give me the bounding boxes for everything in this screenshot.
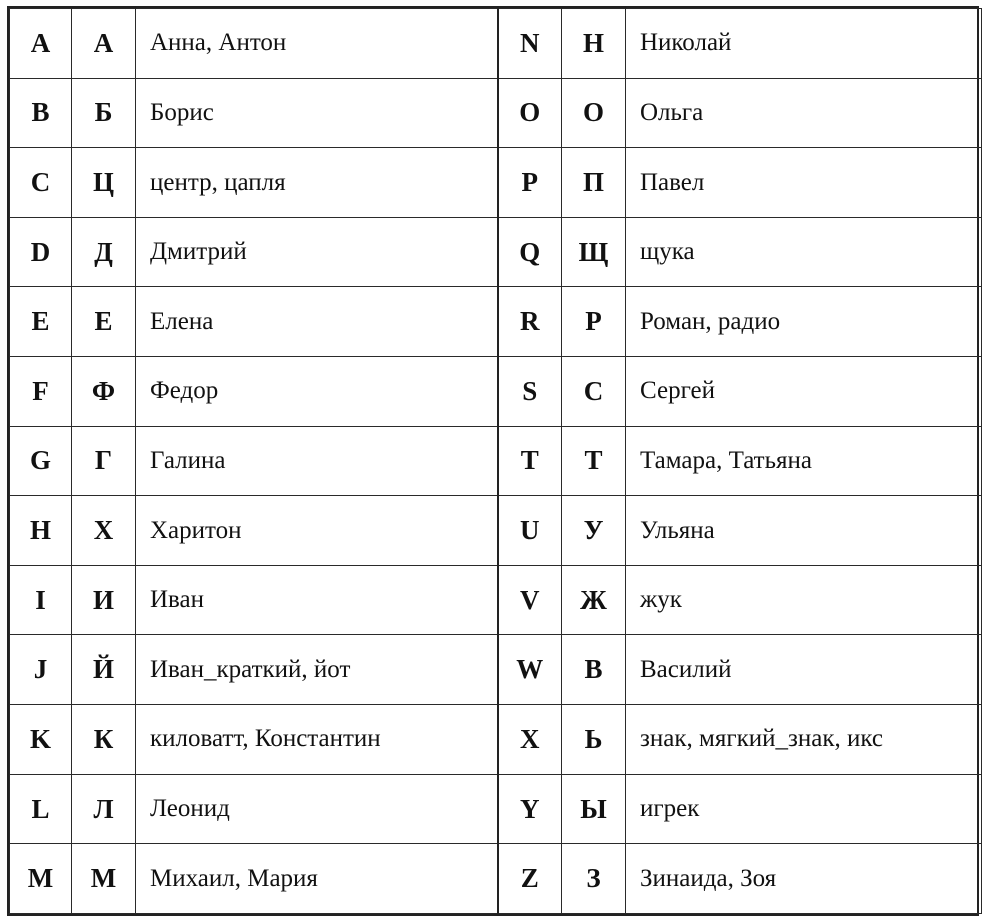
latin-letter-cell: T <box>498 426 562 496</box>
transliteration-table-frame <box>7 6 979 916</box>
example-word-cell: Федор <box>136 357 498 427</box>
table-row <box>10 844 982 914</box>
example-word-cell: Елена <box>136 287 498 357</box>
table-row <box>10 357 982 427</box>
cyrillic-letter-cell: Щ <box>562 217 626 287</box>
cyrillic-letter-cell: Е <box>72 287 136 357</box>
latin-letter-cell: V <box>498 565 562 635</box>
example-word-cell: Ульяна <box>626 496 982 566</box>
latin-letter-cell: Z <box>498 844 562 914</box>
latin-letter-cell: H <box>10 496 72 566</box>
cyrillic-letter-cell: Х <box>72 496 136 566</box>
example-word-cell: Иван_краткий, йот <box>136 635 498 705</box>
latin-letter-cell: E <box>10 287 72 357</box>
example-word-cell: Зинаида, Зоя <box>626 844 982 914</box>
table-row <box>10 78 982 148</box>
table-row <box>10 287 982 357</box>
cyrillic-letter-cell: Ж <box>562 565 626 635</box>
example-word-cell: Анна, Антон <box>136 9 498 79</box>
cyrillic-letter-cell: С <box>562 357 626 427</box>
example-word-cell: Павел <box>626 148 982 218</box>
example-word-cell: Роман, радио <box>626 287 982 357</box>
cyrillic-letter-cell: Т <box>562 426 626 496</box>
latin-letter-cell: X <box>498 705 562 775</box>
cyrillic-letter-cell: В <box>562 635 626 705</box>
table-row <box>10 496 982 566</box>
table-row <box>10 217 982 287</box>
example-word-cell: Михаил, Мария <box>136 844 498 914</box>
latin-letter-cell: Q <box>498 217 562 287</box>
cyrillic-letter-cell: Г <box>72 426 136 496</box>
example-word-cell: Иван <box>136 565 498 635</box>
example-word-cell: знак, мягкий_знак, икс <box>626 705 982 775</box>
cyrillic-letter-cell: Ь <box>562 705 626 775</box>
latin-letter-cell: P <box>498 148 562 218</box>
latin-letter-cell: G <box>10 426 72 496</box>
latin-letter-cell: F <box>10 357 72 427</box>
transliteration-table <box>9 8 982 914</box>
latin-letter-cell: S <box>498 357 562 427</box>
example-word-cell: щука <box>626 217 982 287</box>
example-word-cell: Николай <box>626 9 982 79</box>
example-word-cell: Тамара, Татьяна <box>626 426 982 496</box>
latin-letter-cell: N <box>498 9 562 79</box>
cyrillic-letter-cell: Й <box>72 635 136 705</box>
example-word-cell: центр, цапля <box>136 148 498 218</box>
latin-letter-cell: W <box>498 635 562 705</box>
example-word-cell: Галина <box>136 426 498 496</box>
latin-letter-cell: B <box>10 78 72 148</box>
latin-letter-cell: L <box>10 774 72 844</box>
latin-letter-cell: K <box>10 705 72 775</box>
latin-letter-cell: U <box>498 496 562 566</box>
cyrillic-letter-cell: Н <box>562 9 626 79</box>
cyrillic-letter-cell: А <box>72 9 136 79</box>
example-word-cell: Ольга <box>626 78 982 148</box>
cyrillic-letter-cell: М <box>72 844 136 914</box>
example-word-cell: Леонид <box>136 774 498 844</box>
latin-letter-cell: D <box>10 217 72 287</box>
example-word-cell: Василий <box>626 635 982 705</box>
table-body <box>10 9 982 914</box>
cyrillic-letter-cell: Ц <box>72 148 136 218</box>
cyrillic-letter-cell: Ы <box>562 774 626 844</box>
example-word-cell: Харитон <box>136 496 498 566</box>
latin-letter-cell: O <box>498 78 562 148</box>
example-word-cell: жук <box>626 565 982 635</box>
latin-letter-cell: R <box>498 287 562 357</box>
table-row <box>10 148 982 218</box>
cyrillic-letter-cell: П <box>562 148 626 218</box>
latin-letter-cell: M <box>10 844 72 914</box>
cyrillic-letter-cell: Р <box>562 287 626 357</box>
table-row <box>10 565 982 635</box>
cyrillic-letter-cell: З <box>562 844 626 914</box>
table-row <box>10 9 982 79</box>
table-row <box>10 774 982 844</box>
cyrillic-letter-cell: Б <box>72 78 136 148</box>
cyrillic-letter-cell: И <box>72 565 136 635</box>
latin-letter-cell: C <box>10 148 72 218</box>
table-row <box>10 426 982 496</box>
example-word-cell: Сергей <box>626 357 982 427</box>
example-word-cell: Борис <box>136 78 498 148</box>
latin-letter-cell: Y <box>498 774 562 844</box>
table-row <box>10 705 982 775</box>
cyrillic-letter-cell: К <box>72 705 136 775</box>
cyrillic-letter-cell: О <box>562 78 626 148</box>
example-word-cell: киловатт, Константин <box>136 705 498 775</box>
cyrillic-letter-cell: Д <box>72 217 136 287</box>
cyrillic-letter-cell: Ф <box>72 357 136 427</box>
cyrillic-letter-cell: У <box>562 496 626 566</box>
latin-letter-cell: I <box>10 565 72 635</box>
cyrillic-letter-cell: Л <box>72 774 136 844</box>
example-word-cell: игрек <box>626 774 982 844</box>
latin-letter-cell: A <box>10 9 72 79</box>
example-word-cell: Дмитрий <box>136 217 498 287</box>
latin-letter-cell: J <box>10 635 72 705</box>
table-row <box>10 635 982 705</box>
